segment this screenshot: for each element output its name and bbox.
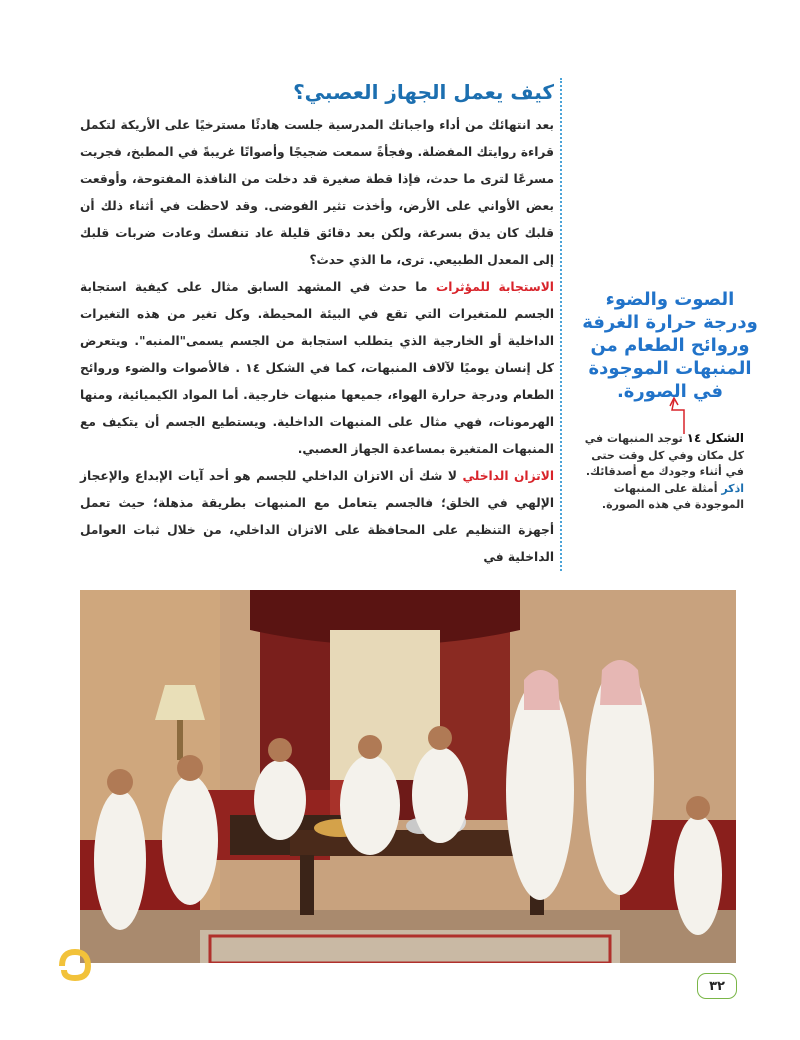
main-text-column <box>80 78 562 571</box>
stimuli-paragraph <box>80 274 554 463</box>
figure-caption <box>584 430 744 514</box>
keyword-response-to-stimuli: الاستجابة للمؤثرات <box>435 280 554 294</box>
stimuli-paragraph-body: ما حدث في المشهد السابق مثال على كيفية استجابة الجسم للمتغيرات التي تقع في البيئة المحيطة. وكل تغير من هذه التغيرات الداخلية أو الخارجية الذي يتطلب استجابة من الجسم يسمى"المنبه". ويتعرض كل إنسان يوميًا لآلاف المنبهات، كما في الشكل ١٤ . فالأصوات والضوء وروائح الطعام ودرجة حرارة الهواء، جميعها منبهات خارجية. أما المواد الكيميائية، ومنها الهرمونات، فهي مثال على المنبهات الداخلية. ويستطيع الجسم أن يتكيف مع المنبهات المتغيرة بمساعدة الجهاز العصبي. <box>80 280 554 456</box>
publisher-logo-icon <box>58 944 92 982</box>
page-number: ٣٢ <box>697 973 737 999</box>
figure-label: الشكل ١٤ <box>686 431 744 445</box>
intro-paragraph: بعد انتهائك من أداء واجباتك المدرسية جلست هادئًا مسترخيًا على الأريكة لتكمل قراءة روايتك المفضلة. وفجأةً سمعت ضجيجًا وأصواتًا غريبةً في المطبخ، فجريت مسرعًا لترى ما حدث، فإذا قطة صغيرة قد دخلت من النافذة المفتوحة، وأوقعت بعض الأواني على الأرض، وأخذت تثير الفوضى. وقد لاحظت في أثناء ذلك أن قلبك كان يدق بسرعة، ولكن بعد دقائق قليلة عاد تنفسك وعادت ضربات قلبك إلى المعدل الطبيعي. ترى، ما الذي حدث؟ <box>80 118 554 267</box>
keyword-homeostasis: الاتزان الداخلي <box>462 469 555 483</box>
handwritten-answer: الصوت والضوء ودرجة حرارة الغرفة وروائح الطعام من المنبهات الموجودة في الصورة. <box>582 289 758 402</box>
family-gathering-photo <box>80 590 736 963</box>
caption-task-text: أمثلة على المنبهات الموجودة في هذه الصورة. <box>601 481 744 511</box>
photo-illustration <box>80 590 736 963</box>
homeostasis-paragraph <box>80 463 554 571</box>
caption-task-word: اذكر <box>721 481 744 495</box>
section-heading: كيف يعمل الجهاز العصبي؟ <box>293 80 554 104</box>
figure-caption-text: توجد المنبهات في كل مكان وفي كل وقت حتى في أثناء وجودك مع أصدقائك. <box>584 432 744 478</box>
homeostasis-paragraph-body: لا شك أن الاتزان الداخلي للجسم هو أحد آيات الإبداع والإعجاز الإلهي في الخلق؛ فالجسم يتعامل مع المنبهات بطريقة مذهلة؛ حيث تعمل أجهزة التنظيم على المحافظة على الاتزان الداخلي، من خلال ثبات العوامل الداخلية في <box>80 469 554 564</box>
